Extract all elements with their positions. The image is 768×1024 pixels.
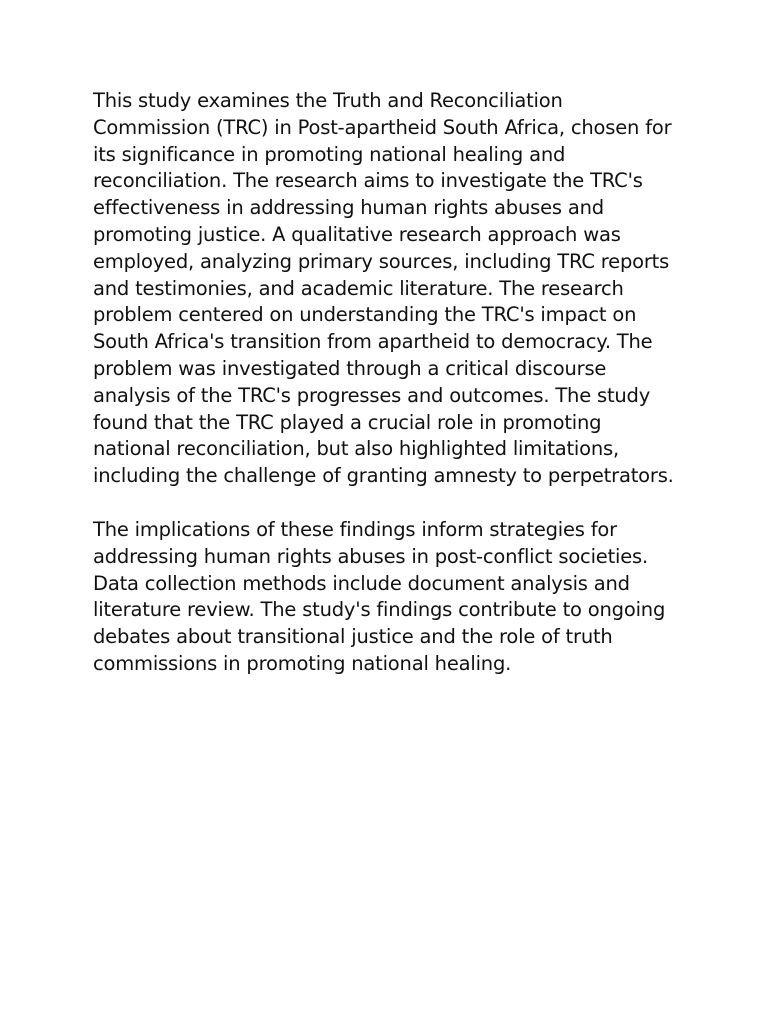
document-body — [93, 88, 683, 678]
paragraph-study-overview: This study examines the Truth and Reconciliation Commission (TRC) in Post-apartheid South Africa, chosen for its significance in promoting national healing and reconciliation. The research aims to investigate the TRC's effectiveness in addressing human rights abuses and promoting justice. A qualitative research approach was employed, analyzing primary sources, including TRC reports and testimonies, and academic literature. The research problem centered on understanding the TRC's impact on South Africa's transition from apartheid to democracy. The problem was investigated through a critical discourse analysis of the TRC's progresses and outcomes. The study found that the TRC played a crucial role in promoting national reconciliation, but also highlighted limitations, including the challenge of granting amnesty to perpetrators. — [93, 89, 674, 488]
paragraph-implications: The implications of these findings inform strategies for addressing human rights abuses in post-conflict societies. Data collection methods include document analysis and literature review. The study's findings contribute to ongoing debates about transitional justice and the role of truth commissions in promoting national healing. — [93, 517, 666, 675]
